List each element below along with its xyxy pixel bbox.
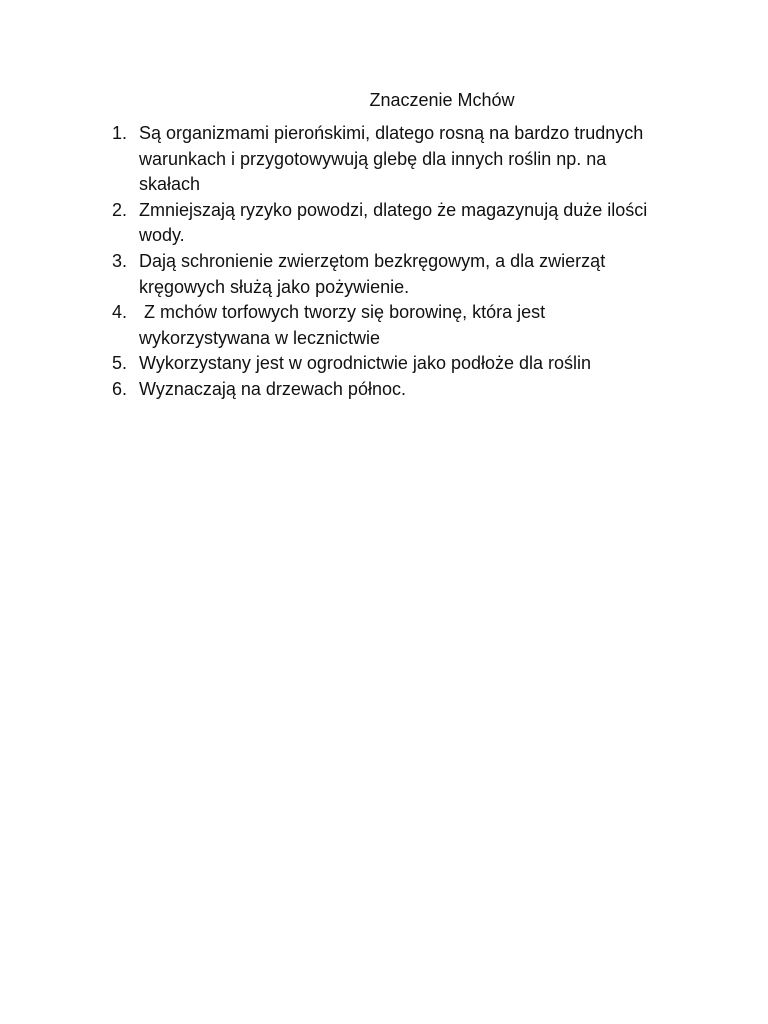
list-item — [112, 121, 672, 198]
list-item — [112, 198, 672, 249]
list-item-number: 5. — [112, 353, 128, 374]
list-item — [112, 249, 672, 300]
list-item-number: 1. — [112, 123, 128, 143]
list-item-number: 6. — [112, 378, 128, 399]
numbered-list — [112, 121, 672, 403]
list-item-text: Zmniejszają ryzyko powodzi, dlatego że magazynują duże ilości wody. — [139, 199, 648, 246]
page-title: Znaczenie Mchów — [369, 90, 515, 110]
list-item-text: Wykorzystany jest w ogrodnictwie jako podłoże dla roślin — [139, 353, 592, 374]
list-item-number: 2. — [112, 199, 128, 220]
list-item-number: 3. — [112, 250, 128, 271]
list-item — [112, 377, 672, 403]
list-item-number: 4. — [112, 302, 128, 323]
list-item-text: Wyznaczają na drzewach północ. — [139, 378, 406, 399]
list-item-text: Z mchów torfowych tworzy się borowinę, która jest wykorzystywana w lecznictwie — [139, 302, 551, 348]
list-item — [112, 351, 672, 377]
list-item — [112, 300, 672, 351]
list-item-text: Są organizmami pierońskimi, dlatego rosną na bardzo trudnych warunkach i przygotowywują glebę dla innych roślin np. na skałach — [139, 123, 644, 195]
list-item-text: Dają schronienie zwierzętom bezkręgowym, a dla zwierząt kręgowych służą jako pożywienie. — [139, 250, 606, 297]
